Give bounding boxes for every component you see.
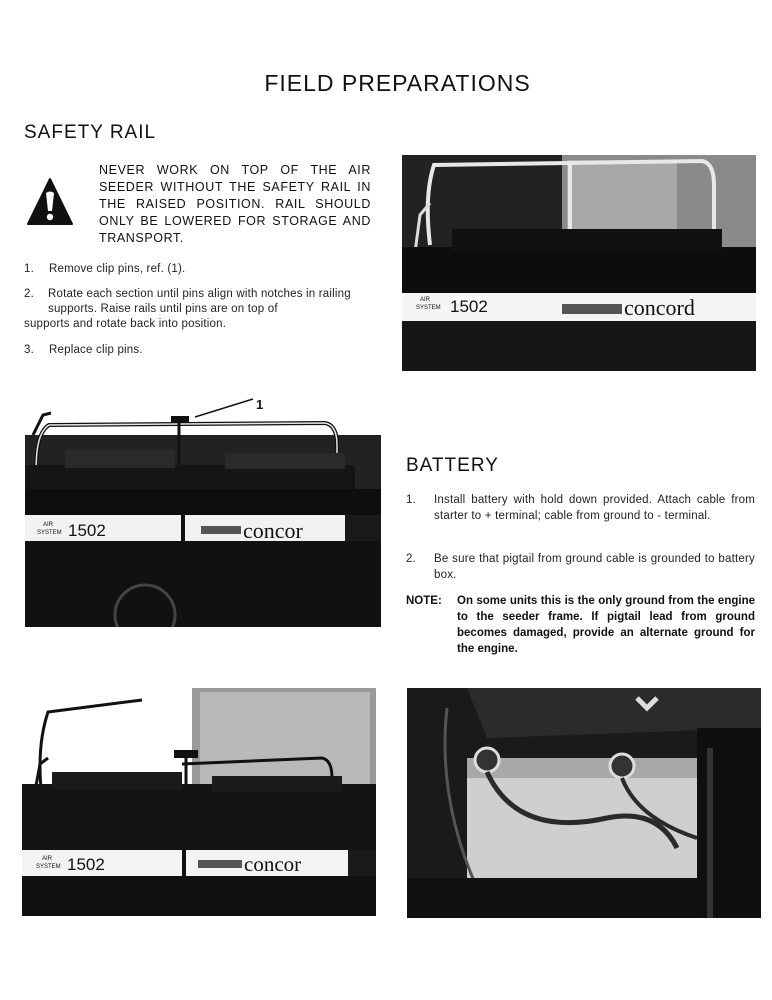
note-text: On some units this is the only ground from the engine to the seeder frame. If pigtail lead from ground becomes damaged, provide an alternate ground for the engine. — [457, 595, 755, 655]
page-title: FIELD PREPARATIONS — [264, 70, 531, 96]
battery-heading: BATTERY — [406, 455, 499, 476]
step-text: Rotate each section until pins align with notches in railing supports. Raise rails until pins are on top of — [48, 288, 351, 315]
list-item — [24, 287, 374, 333]
decal-brand: concor — [243, 518, 303, 543]
decal-brand: concord — [624, 295, 695, 320]
note-label: NOTE: — [406, 595, 442, 607]
safety-warning-text: NEVER WORK ON TOP OF THE AIR SEEDER WITHOUT THE SAFETY RAIL IN THE RAISED POSITION. RAIL SHOULD ONLY BE LOWERED FOR STORAGE AND TRANSPORT. — [99, 163, 371, 245]
step-number: 1. — [24, 263, 34, 275]
decal-system-label: SYSTEM — [416, 305, 441, 311]
step-text-continued: supports and rotate back into position. — [24, 318, 227, 330]
decal-model-number: 1502 — [67, 855, 105, 874]
list-item — [406, 493, 756, 541]
list-item — [406, 552, 756, 586]
decal-system-label: SYSTEM — [37, 530, 62, 536]
decal-model-number: 1502 — [450, 297, 488, 316]
decal-air-label: AIR — [42, 856, 53, 862]
decal-air-label: AIR — [43, 522, 54, 528]
battery-photo — [407, 688, 761, 918]
step-text: Be sure that pigtail from ground cable is grounded to battery box. — [434, 553, 755, 581]
seeder-photo-callout — [25, 395, 381, 627]
step-number: 2. — [24, 288, 34, 300]
step-text: Remove clip pins, ref. (1). — [49, 263, 186, 275]
warning-triangle-icon — [26, 177, 74, 227]
step-text: Install battery with hold down provided. Attach cable from starter to + terminal; cable from ground to - terminal. — [434, 494, 755, 522]
callout-number: 1 — [256, 397, 264, 412]
safety-rail-heading: SAFETY RAIL — [24, 122, 157, 143]
decal-model-number: 1502 — [68, 521, 106, 540]
list-item — [24, 343, 384, 359]
decal-brand: concor — [244, 852, 302, 876]
step-number: 2. — [406, 553, 416, 565]
step-number: 1. — [406, 494, 416, 506]
list-item — [24, 262, 384, 278]
decal-system-label: SYSTEM — [36, 864, 61, 870]
step-number: 3. — [24, 344, 34, 356]
seeder-photo-raised-rail — [402, 155, 756, 371]
decal-air-label: AIR — [420, 297, 431, 303]
step-text: Replace clip pins. — [49, 344, 143, 356]
seeder-photo-lowered-rail — [22, 688, 376, 916]
